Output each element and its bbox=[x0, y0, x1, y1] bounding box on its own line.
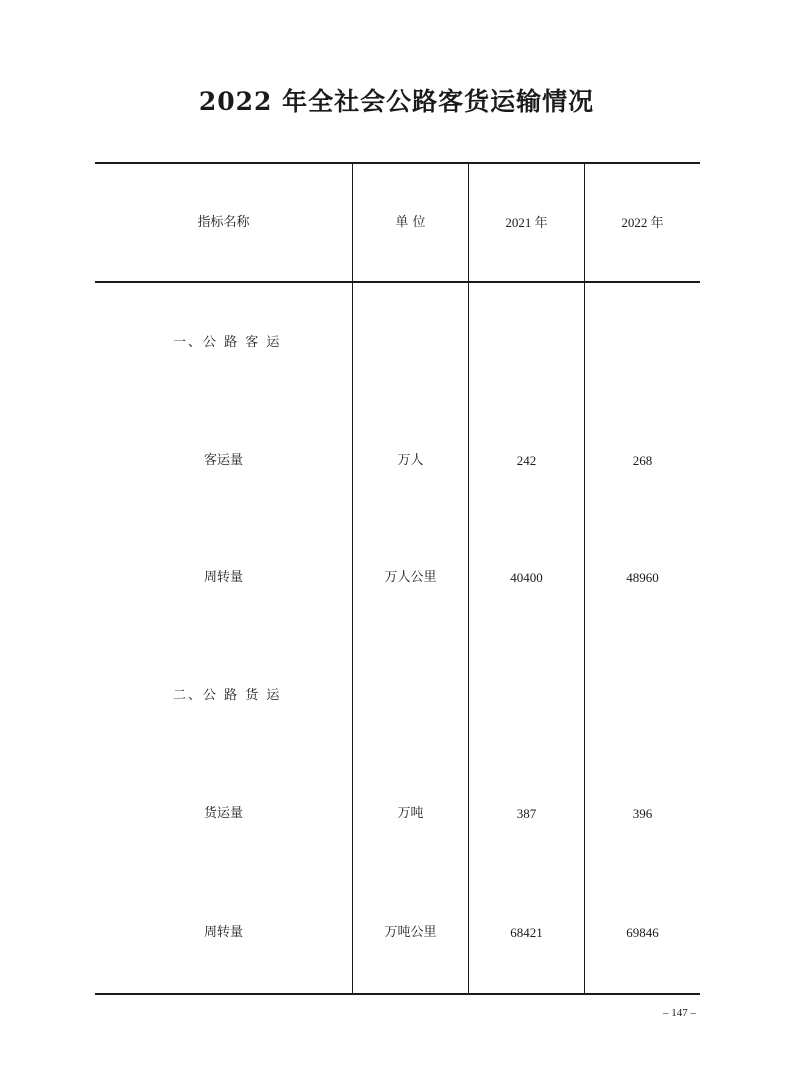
row-passenger-turnover-unit: 万人公里 bbox=[384, 570, 437, 585]
row-freight-turnover-2022: 69846 bbox=[626, 925, 659, 940]
header-year-2022: 2022 年 bbox=[621, 215, 664, 230]
page-title: 2022 年全社会公路客货运输情况 bbox=[198, 87, 595, 116]
row-passenger-turnover-2022: 48960 bbox=[626, 570, 659, 585]
page-number: – 147 – bbox=[663, 1007, 696, 1019]
table-header-rule bbox=[95, 281, 700, 283]
row-freight-volume-name: 货运量 bbox=[203, 806, 243, 821]
section-title-passenger: 一、公 路 客 运 bbox=[173, 335, 282, 350]
header-indicator-name: 指标名称 bbox=[197, 215, 250, 230]
data-table bbox=[95, 162, 700, 995]
row-passenger-volume-2022: 268 bbox=[632, 453, 653, 468]
row-passenger-volume-2021: 242 bbox=[516, 453, 537, 468]
table-bottom-rule bbox=[95, 993, 700, 995]
section-title-freight: 二、公 路 货 运 bbox=[173, 688, 282, 703]
table-top-rule bbox=[95, 162, 700, 164]
row-freight-volume-2021: 387 bbox=[516, 806, 537, 821]
row-passenger-turnover-name: 周转量 bbox=[203, 570, 243, 585]
header-year-2021: 2021 年 bbox=[505, 215, 548, 230]
row-freight-turnover-name: 周转量 bbox=[203, 925, 243, 940]
row-freight-volume-2022: 396 bbox=[632, 806, 653, 821]
row-passenger-volume-name: 客运量 bbox=[203, 453, 243, 468]
header-unit: 单 位 bbox=[395, 215, 426, 230]
row-freight-volume-unit: 万吨 bbox=[397, 806, 424, 821]
row-freight-turnover-unit: 万吨公里 bbox=[384, 925, 437, 940]
row-passenger-volume-unit: 万人 bbox=[397, 453, 424, 468]
row-passenger-turnover-2021: 40400 bbox=[510, 570, 543, 585]
row-freight-turnover-2021: 68421 bbox=[510, 925, 543, 940]
